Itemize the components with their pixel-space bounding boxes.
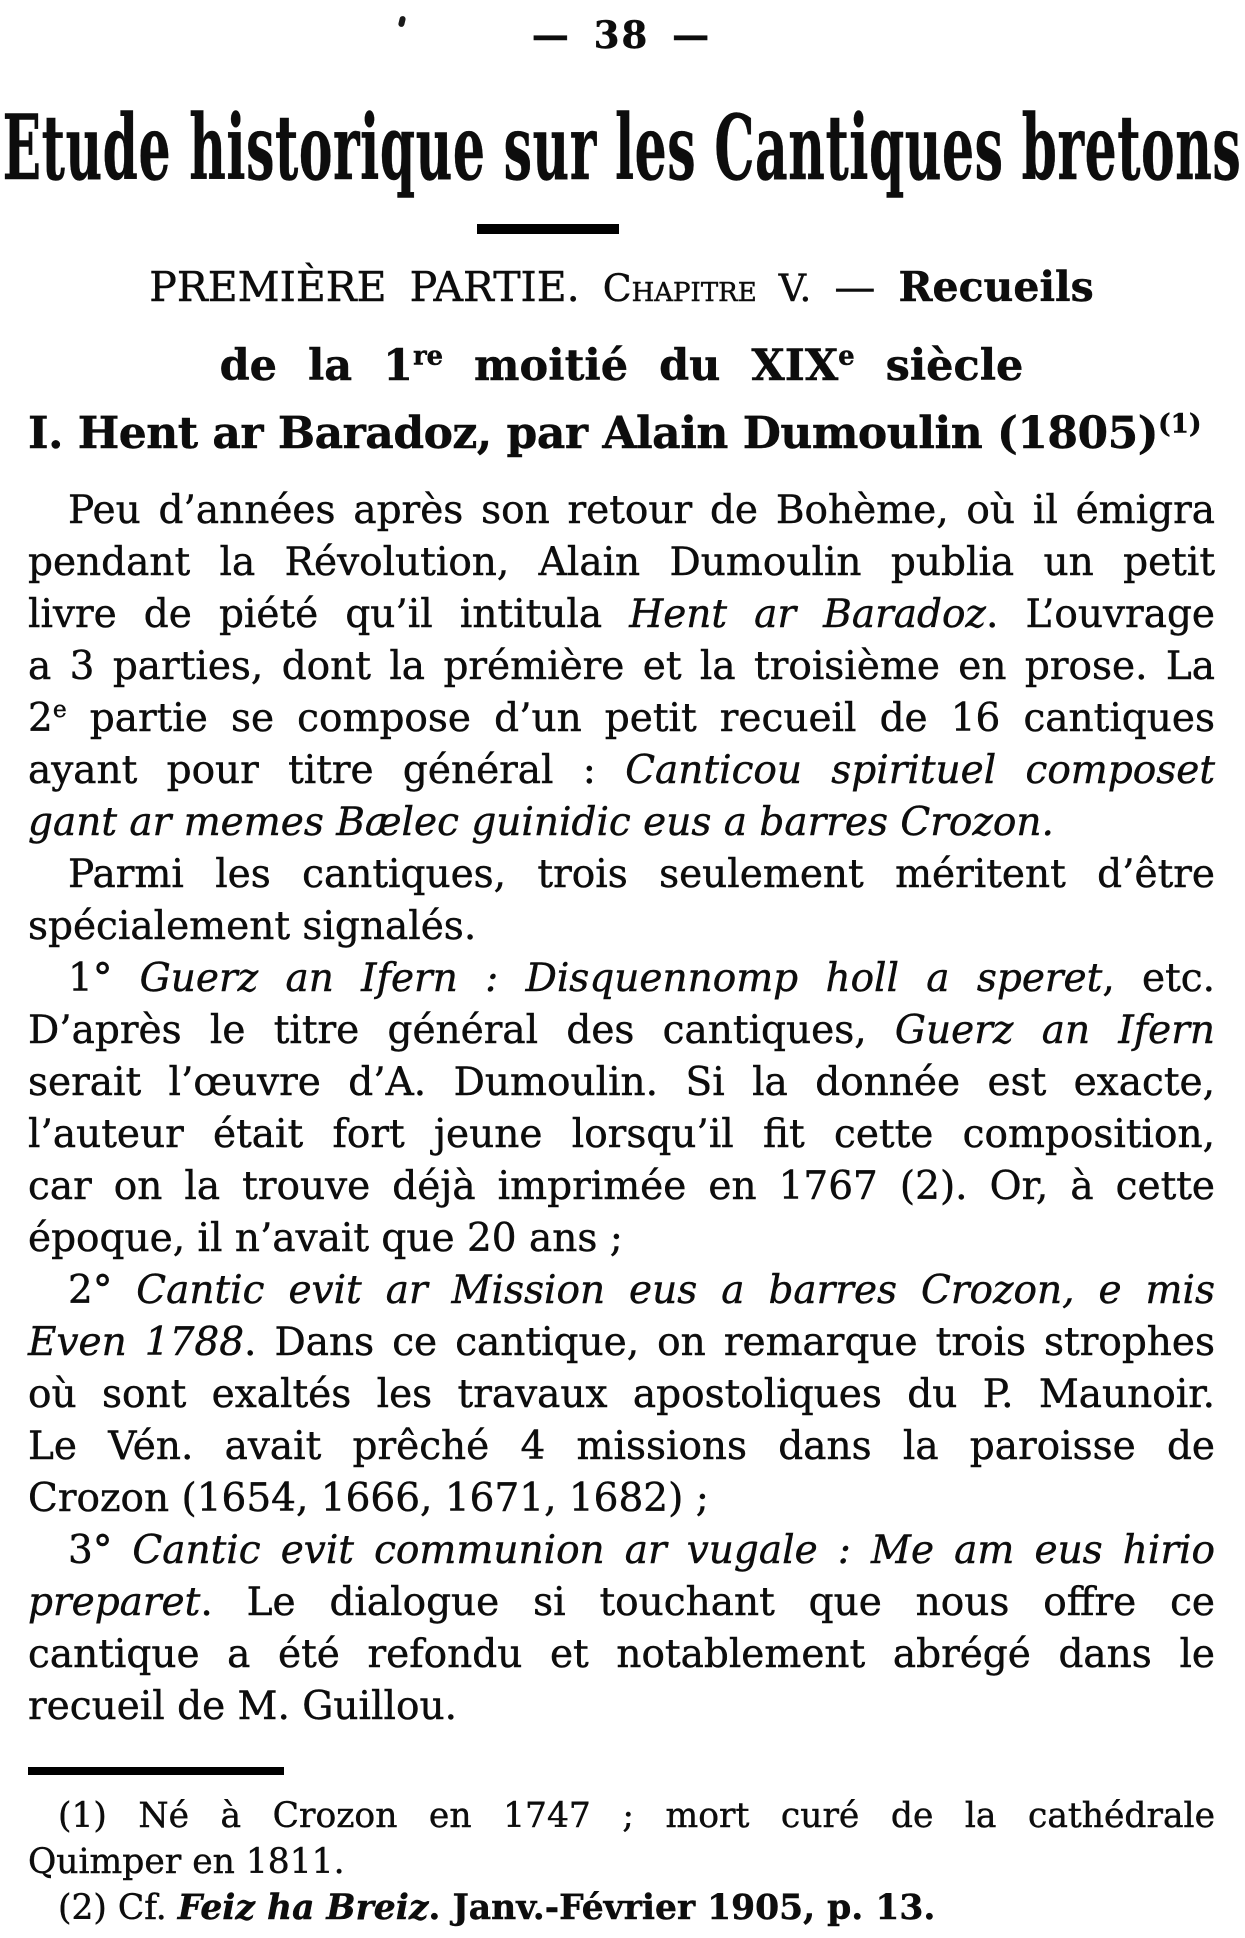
text-segment: car on la trouve déjà imprimée en 1767 (2). Or, à cette — [28, 1164, 1215, 1209]
text-segment: Le Vén. avait prêché 4 missions dans la paroisse de — [28, 1424, 1215, 1469]
text-line — [28, 901, 1215, 953]
text-segment: gant ar memes Bælec guinidic eus a barres Crozon. — [28, 800, 1054, 845]
footnote-separator — [28, 1767, 284, 1775]
body-text — [28, 485, 1215, 1733]
text-segment: . Dans ce cantique, on remarque trois strophes — [244, 1320, 1216, 1365]
text-line — [28, 953, 1215, 1005]
text-segment: Guerz an Ifern : Disquennomp holl a speret — [139, 956, 1103, 1001]
text-segment: — — [811, 263, 899, 311]
text-line — [28, 797, 1215, 849]
text-line — [28, 1629, 1215, 1681]
text-segment: pendant la Révolution, Alain Dumoulin publia un petit — [28, 540, 1215, 585]
text-segment: 2° — [68, 1268, 137, 1313]
text-segment: Hent ar Baradoz — [629, 592, 986, 637]
entry-heading — [28, 409, 1215, 459]
text-line — [28, 1473, 1215, 1525]
text-line — [28, 693, 1215, 745]
text-line — [28, 745, 1215, 797]
text-line — [28, 1057, 1215, 1109]
text-line — [28, 1161, 1215, 1213]
text-line — [28, 1265, 1215, 1317]
text-segment: D’après le titre général des cantiques, — [28, 1008, 895, 1053]
text-segment: Cantic evit communion ar vugale : Me am eus hirio — [132, 1528, 1215, 1573]
text-segment: Canticou spirituel composet — [625, 748, 1215, 793]
text-segment: Parmi les cantiques, trois seulement méritent d’être — [68, 852, 1215, 897]
text-segment: Guerz an Ifern — [894, 1008, 1216, 1053]
text-segment: Quimper en 1811. — [28, 1842, 345, 1882]
text-segment: . Le dialogue si touchant que nous offre ce — [200, 1580, 1215, 1625]
text-segment: où sont exaltés les travaux apostoliques du P. Maunoir. — [28, 1372, 1215, 1417]
text-segment: Chapitre V. — [602, 266, 812, 310]
text-segment: époque, il n’avait que 20 ans ; — [28, 1216, 623, 1261]
text-line — [28, 589, 1215, 641]
text-segment: 3° — [68, 1528, 133, 1573]
text-line — [28, 1839, 1215, 1885]
text-segment: e — [52, 695, 67, 723]
paragraph — [28, 1525, 1215, 1733]
text-line — [28, 1577, 1215, 1629]
text-line — [28, 537, 1215, 589]
text-segment: . Janv.-Février 1905, p. 13. — [428, 1888, 936, 1928]
text-segment: de la 1 — [219, 341, 414, 391]
text-segment: Recueils — [898, 263, 1094, 311]
text-line — [28, 1525, 1215, 1577]
text-line — [28, 485, 1215, 537]
text-segment: spécialement signalés. — [28, 904, 477, 949]
text-segment: moitié du XIX — [443, 341, 839, 391]
text-segment: I. Hent ar Baradoz, par Alain Dumoulin (1805) — [28, 408, 1159, 459]
text-line — [28, 1005, 1215, 1057]
text-segment: (1) — [1158, 408, 1202, 440]
footnotes — [28, 1793, 1215, 1931]
text-segment: (1) Né à Crozon en 1747 ; mort curé de la cathédrale — [58, 1796, 1215, 1836]
text-line — [28, 1421, 1215, 1473]
paragraph — [28, 1265, 1215, 1525]
text-segment: recueil de M. Guillou. — [28, 1684, 457, 1729]
text-segment: 2 — [28, 696, 53, 741]
title-rule — [477, 224, 619, 234]
text-segment: partie se compose d’un petit recueil de 16 cantiques — [66, 696, 1215, 741]
text-line — [28, 1681, 1215, 1733]
section-heading — [28, 264, 1215, 311]
text-segment: serait l’œuvre d’A. Dumoulin. Si la donnée est exacte, — [28, 1060, 1215, 1105]
paragraph — [28, 953, 1215, 1265]
text-segment: Cantic evit ar Mission eus a barres Crozon, e mis — [136, 1268, 1216, 1313]
text-segment: a 3 parties, dont la prémière et la troisième en prose. La — [28, 644, 1215, 689]
text-segment: ayant pour titre général : — [28, 748, 626, 793]
page-number: — 38 — — [531, 13, 712, 57]
text-segment: e — [838, 341, 855, 372]
text-line — [28, 1369, 1215, 1421]
text-segment: Peu d’années après son retour de Bohème, où il émigra — [68, 488, 1215, 533]
text-segment: re — [413, 341, 444, 372]
text-segment: 1° — [68, 956, 140, 1001]
paragraph — [28, 485, 1215, 849]
text-segment: l’auteur était fort jeune lorsqu’il fit cette composition, — [28, 1112, 1215, 1157]
text-line — [28, 1213, 1215, 1265]
text-segment: livre de piété qu’il intitula — [28, 592, 630, 637]
document-title-block — [2, 95, 1241, 201]
text-segment: . L’ouvrage — [985, 592, 1215, 637]
text-segment: Feiz ha Breiz — [177, 1888, 429, 1928]
text-line — [28, 1885, 1215, 1931]
footnote-2 — [28, 1885, 1215, 1931]
footnote-1 — [28, 1793, 1215, 1885]
text-segment: , etc. — [1102, 956, 1216, 1001]
text-line — [28, 849, 1215, 901]
paragraph — [28, 849, 1215, 953]
text-line — [28, 1793, 1215, 1839]
text-segment: Even 1788 — [28, 1320, 245, 1365]
text-line — [28, 641, 1215, 693]
text-segment: siècle — [854, 341, 1024, 391]
text-line — [28, 1109, 1215, 1161]
text-segment: (2) Cf. — [58, 1888, 178, 1928]
document-title: Etude historique sur les Cantiques bretons — [2, 95, 1241, 201]
text-segment: PREMIÈRE PARTIE. — [149, 263, 603, 311]
text-segment: preparet — [28, 1580, 201, 1625]
section-subtitle — [28, 343, 1215, 389]
text-segment: cantique a été refondu et notablement abrégé dans le — [28, 1632, 1215, 1677]
text-line — [28, 1317, 1215, 1369]
text-segment: Crozon (1654, 1666, 1671, 1682) ; — [28, 1476, 709, 1521]
